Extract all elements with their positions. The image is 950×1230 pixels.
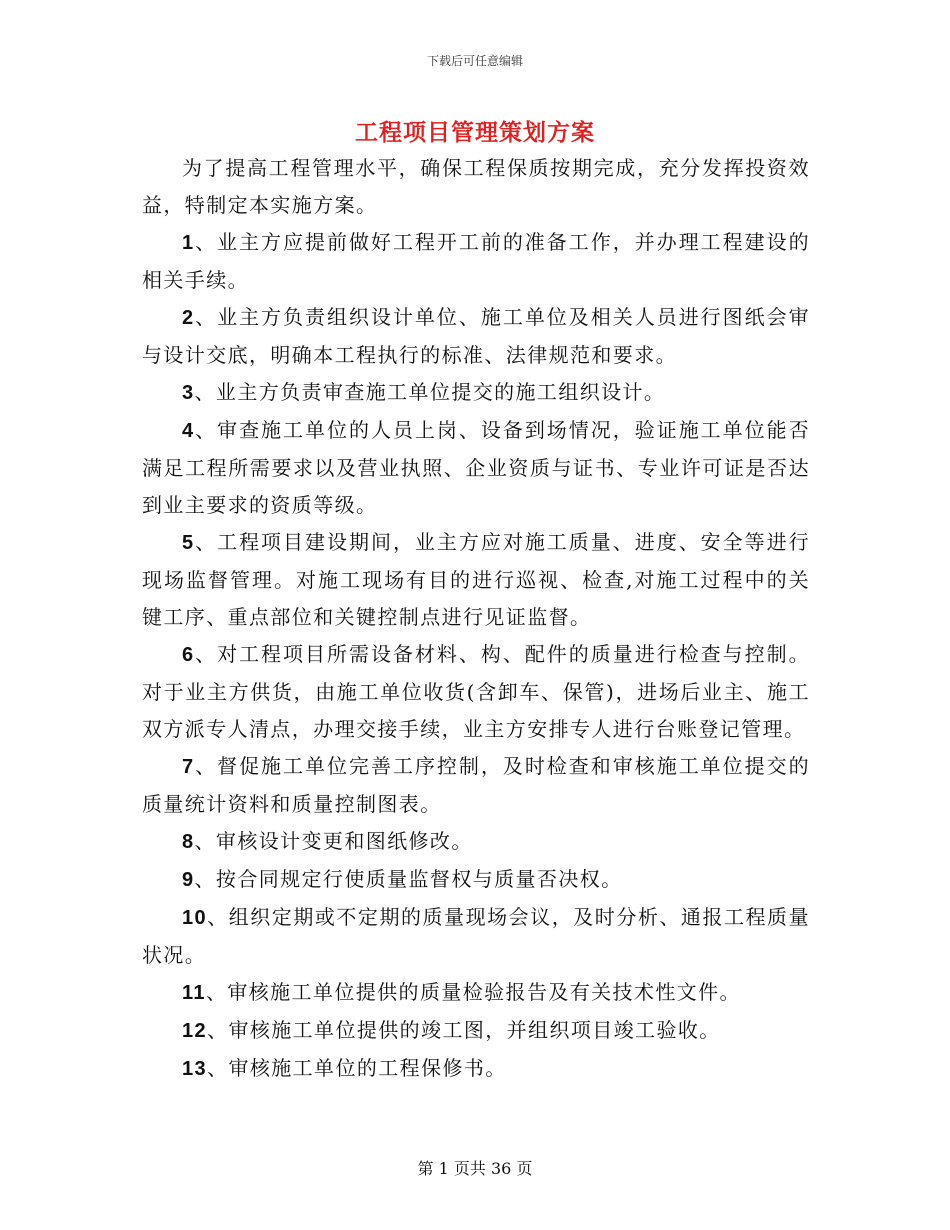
item-text: 、审核施工单位提供的竣工图，并组织项目竣工验收。	[207, 1018, 721, 1042]
item-paragraph	[142, 412, 810, 524]
item-number: 6	[182, 644, 195, 666]
item-number: 12	[182, 1020, 208, 1042]
item-number: 13	[182, 1058, 208, 1080]
item-number: 3	[182, 382, 195, 404]
page-footer: 第 1 页共 36 页	[417, 1159, 533, 1178]
item-text: 、审核设计变更和图纸修改。	[194, 829, 473, 853]
item-text: 、工程项目建设期间，业主方应对施工质量、进度、安全等进行现场监督管理。对施工现场有目的进行巡视、检查,对施工过程中的关键工序、重点部位和关键控制点进行见证监督。	[142, 530, 810, 629]
item-number: 8	[182, 831, 195, 853]
item-text: 、按合同规定行使质量监督权与质量否决权。	[194, 867, 623, 891]
intro-paragraph: 为了提高工程管理水平，确保工程保质按期完成，充分发挥投资效益，特制定本实施方案。	[142, 156, 810, 217]
item-text: 、审核施工单位的工程保修书。	[207, 1056, 507, 1080]
item-paragraph	[142, 524, 810, 636]
item-number: 11	[182, 982, 206, 1004]
header-note: 下载后可任意编辑	[426, 54, 523, 68]
document-title: 工程项目管理策划方案	[355, 119, 595, 146]
item-number: 4	[182, 420, 195, 442]
item-text: 、督促施工单位完善工序控制，及时检查和审核施工单位提交的质量统计资料和质量控制图表。	[142, 754, 810, 816]
item-text: 、审查施工单位的人员上岗、设备到场情况，验证施工单位能否满足工程所需要求以及营业执照、企业资质与证书、专业许可证是否达到业主要求的资质等级。	[142, 418, 810, 517]
item-paragraph	[142, 823, 810, 861]
item-text: 、组织定期或不定期的质量现场会议，及时分析、通报工程质量状况。	[142, 905, 810, 967]
item-paragraph	[142, 224, 810, 299]
item-paragraph	[142, 748, 810, 823]
item-number: 10	[182, 907, 208, 929]
item-paragraph	[142, 1050, 810, 1088]
item-text: 、审核施工单位提供的质量检验报告及有关技术性文件。	[205, 980, 741, 1004]
item-paragraph	[142, 299, 810, 374]
item-paragraph	[142, 374, 810, 412]
item-number: 1	[182, 232, 195, 254]
document-body	[142, 150, 810, 1088]
item-paragraph	[142, 636, 810, 748]
item-number: 2	[182, 307, 195, 329]
item-text: 、业主方应提前做好工程开工前的准备工作，并办理工程建设的相关手续。	[142, 230, 810, 292]
item-paragraph	[142, 861, 810, 899]
item-number: 5	[182, 532, 195, 554]
item-text: 、对工程项目所需设备材料、构、配件的质量进行检查与控制。对于业主方供货，由施工单位收货(含卸车、保管)，进场后业主、施工双方派专人清点，办理交接手续，业主方安排专人进行台账登记管理。	[142, 642, 810, 741]
item-paragraph	[142, 974, 810, 1012]
item-number: 9	[182, 869, 195, 891]
item-text: 、业主方负责审查施工单位提交的施工组织设计。	[194, 380, 666, 404]
item-paragraph	[142, 1012, 810, 1050]
item-text: 、业主方负责组织设计单位、施工单位及相关人员进行图纸会审与设计交底，明确本工程执行的标准、法律规范和要求。	[142, 305, 810, 367]
item-paragraph	[142, 899, 810, 974]
item-number: 7	[182, 756, 195, 778]
